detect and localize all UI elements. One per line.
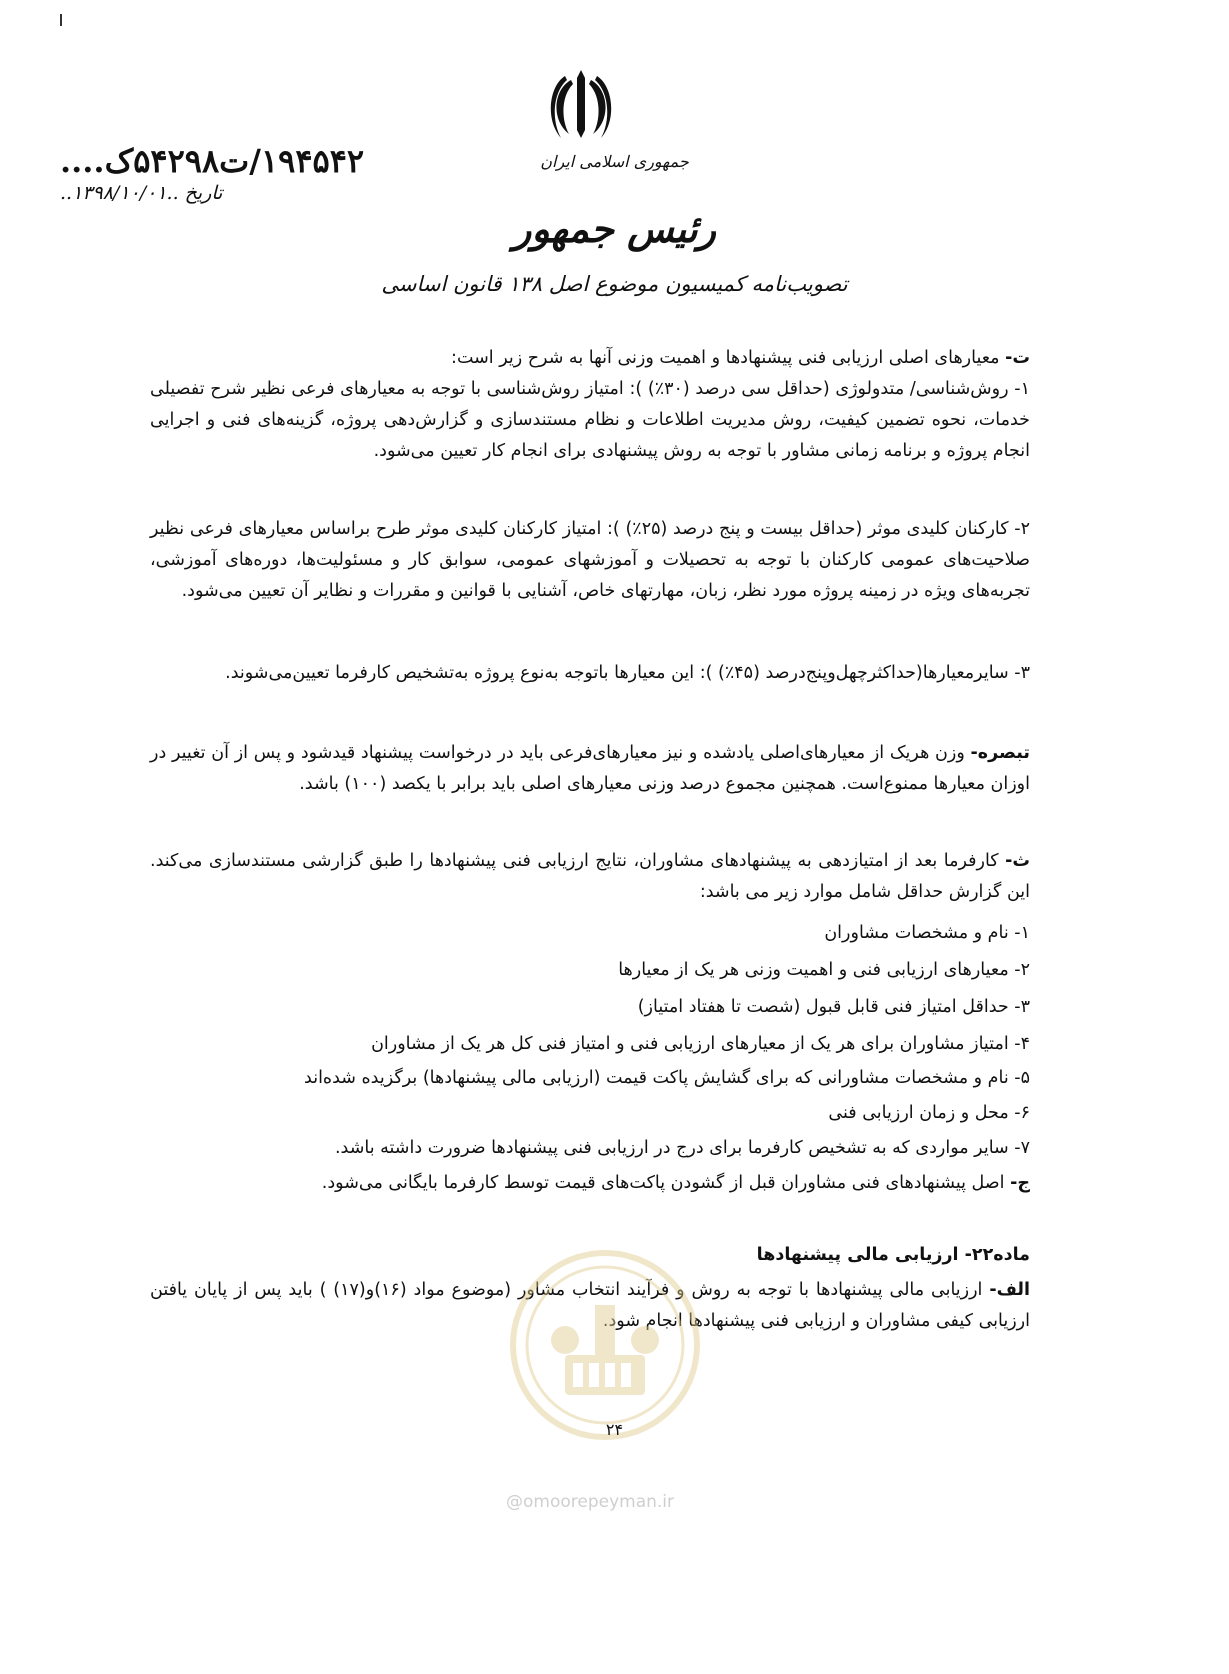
section-se [150, 846, 1030, 908]
report-item: ۲- معیارهای ارزیابی فنی و اهمیت وزنی هر یک از معیارها [618, 960, 1030, 980]
section-se-label: ث- [1005, 851, 1030, 871]
report-item: ۵- نام و مشخصات مشاورانی که برای گشایش پاکت قیمت (ارزیابی مالی پیشنهادها) برگزیده شده‌اند [304, 1068, 1030, 1088]
section-jim-label: ج- [1010, 1173, 1030, 1193]
iran-emblem-icon [545, 64, 617, 144]
article-22-title: ماده۲۲- ارزیابی مالی پیشنهادها [756, 1245, 1030, 1265]
report-item: ۷- سایر مواردی که به تشخیص کارفرما برای درج در ارزیابی فنی پیشنهادها ضرورت داشته باشد. [334, 1138, 1030, 1158]
report-item: ۱- نام و مشخصات مشاوران [824, 923, 1030, 943]
page-number: ۲۴ [605, 1420, 624, 1439]
criteria-item-1 [150, 374, 1052, 467]
criteria-item-2 [150, 514, 1052, 607]
section-te-title-text: معیارهای اصلی ارزیابی فنی پیشنهادها و اهمیت وزنی آنها به شرح زیر است: [451, 348, 1000, 368]
reference-number: ۱۹۴۵۴۲/ت۵۴۲۹۸ک.... [60, 142, 365, 180]
note-text: وزن هریک از معیارهای‌اصلی یادشده و نیز معیارهای‌فرعی باید در درخواست پیشنهاد قیدشود و پس از آن تغییر در اوزان معیارها ممنوع‌است. همچنین مجموع درصد وزنی معیارهای اصلی باید برابر با یکصد (۱۰۰) باشد. [150, 743, 1030, 794]
criteria-item-1-text: ۱- روش‌شناسی/ متدولوژی (حداقل سی درصد (۳۰٪) ): امتیاز روش‌شناسی با توجه به معیارهای فرعی نظیر شرح تفصیلی خدمات، نحوه تضمین کیفیت، روش مدیریت اطلاعات و نظام مستندسازی و گزارش‌دهی پروژه، گزینه‌های فنی و اجرایی انجام پروژه و برنامه زمانی مشاور با توجه به روش پیشنهادی برای انجام کار تعیین می‌شود. [150, 379, 1030, 461]
watermark-site: @omoorepeyman.ir [505, 1492, 675, 1512]
note-paragraph [150, 738, 1030, 800]
document-subtitle: تصویب‌نامه کمیسیون موضوع اصل ۱۳۸ قانون اساسی [381, 272, 848, 296]
watermark-seal-icon [505, 1245, 705, 1445]
scan-mark [60, 14, 62, 26]
section-jim [150, 1168, 1030, 1199]
report-item: ۴- امتیاز مشاوران برای هر یک از معیارهای ارزیابی فنی و امتیاز فنی کل هر یک از مشاوران [371, 1034, 1030, 1054]
criteria-item-2-text: ۲- کارکنان کلیدی موثر (حداقل بیست و پنج درصد (۲۵٪) ): امتیاز کارکنان کلیدی موثر طرح براساس معیارهای فرعی نظیر صلاحیت‌های عمومی کارکنان با توجه به تحصیلات و آموزشهای عمومی، سوابق کار و مسئولیت‌ها، دوره‌های آموزشی، تجربه‌های ویژه در زمینه پروژه مورد نظر، زبان، مهارتهای خاص، آشنایی با قوانین و مقررات و نظایر آن تعیین می‌شود. [150, 519, 1030, 601]
article-22-alef-label: الف- [989, 1280, 1030, 1300]
report-item: ۶- محل و زمان ارزیابی فنی [828, 1103, 1030, 1123]
section-te-title [150, 343, 1030, 374]
note-label: تبصره- [970, 743, 1030, 763]
article-22-alef-text: ارزیابی مالی پیشنهادها با توجه به روش و فرآیند انتخاب مشاور (موضوع مواد (۱۶)و(۱۷) ) باید پس از پایان یافتن ارزیابی کیفی مشاوران و ارزیابی فنی پیشنهادها انجام شود. [150, 1280, 1030, 1331]
section-te-label: ت- [1005, 348, 1030, 368]
office-title: رئیس جمهور [512, 206, 717, 251]
country-name: جمهوری اسلامی ایران [540, 152, 689, 171]
report-item: ۳- حداقل امتیاز فنی قابل قبول (شصت تا هفتاد امتیاز) [637, 997, 1030, 1017]
criteria-item-3-text: ۳- سایرمعیارها(حداکثرچهل‌وپنج‌درصد (۴۵٪) ): این معیارها باتوجه به‌نوع پروژه به‌تشخیص کارفرما تعیین‌می‌شوند. [225, 663, 1030, 683]
section-se-text: کارفرما بعد از امتیازدهی به پیشنهادهای مشاوران، نتایج ارزیابی فنی پیشنهادها را طبق گزارشی مستندسازی می‌کند. این گزارش حداقل شامل موارد زیر می باشد: [150, 851, 1030, 902]
criteria-item-3 [150, 658, 1052, 689]
reference-date: تاریخ ..۱۳۹۸/۱۰/۰۱.. [60, 182, 223, 204]
section-jim-text: اصل پیشنهادهای فنی مشاوران قبل از گشودن پاکت‌های قیمت توسط کارفرما بایگانی می‌شود. [321, 1173, 1005, 1193]
